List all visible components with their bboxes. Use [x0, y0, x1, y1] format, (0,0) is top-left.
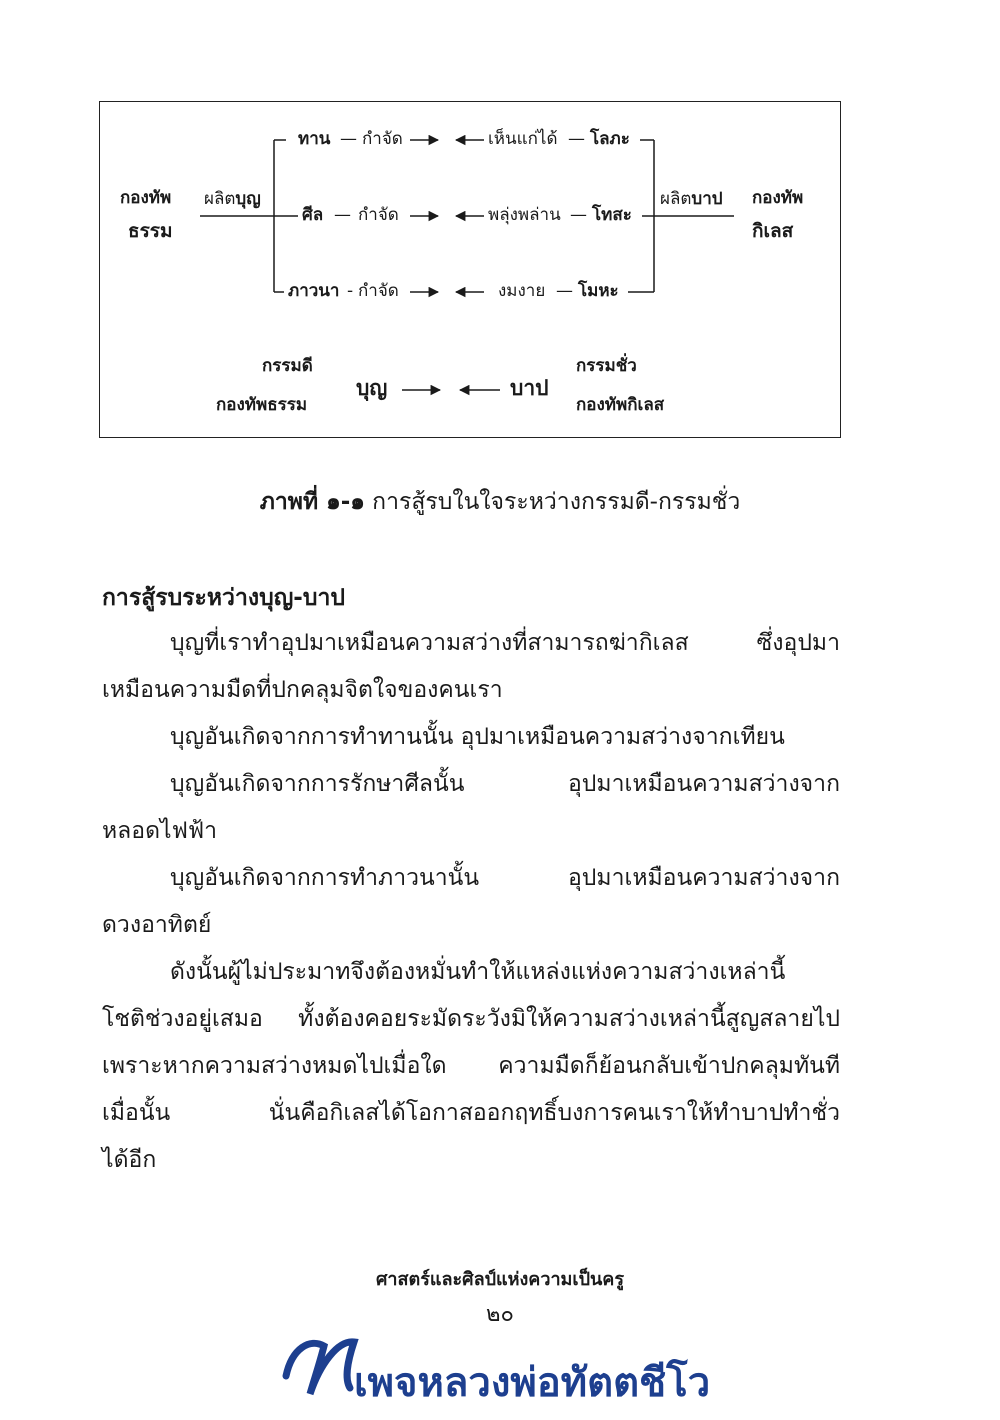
paragraph-line: เหมือนความมืดที่ปกคลุมจิตใจของคนเรา: [102, 677, 503, 703]
left-army-line1: กองทัพ: [120, 188, 172, 208]
virtue-bhavana: ภาวนา: [288, 281, 340, 301]
paragraph-line: โชติช่วงอยู่เสมอ ทั้งต้องคอยระมัดระวังมิให้ความสว่างเหล่านี้สูญสลายไป: [102, 1006, 840, 1032]
figure-caption-label: ภาพที่ ๑-๑: [259, 489, 365, 515]
paragraph-2: [102, 714, 840, 761]
paragraph-line: บุญอันเกิดจากการทำทานนั้น อุปมาเหมือนความสว่างจากเทียน: [170, 724, 785, 750]
row2-action: กำจัด: [358, 205, 399, 225]
page-number: ๒๐: [486, 1302, 514, 1327]
dhamma-army-label: กองทัพธรรม: [216, 395, 308, 415]
row1-action: กำจัด: [362, 129, 403, 149]
good-karma-label: กรรมดี: [262, 356, 313, 376]
paragraph-line: เพราะหากความสว่างหมดไปเมื่อใด ความมืดก็ย้อนกลับเข้าปกคลุมทันที: [102, 1053, 840, 1079]
vice-dosa: โทสะ: [592, 205, 632, 225]
row3-action: กำจัด: [358, 281, 399, 301]
figure-caption-text: การสู้รบในใจระหว่างกรรมดี-กรรมชั่ว: [372, 489, 741, 515]
paragraph-5: [102, 949, 840, 1184]
section-heading: การสู้รบระหว่างบุญ-บาป: [102, 585, 345, 611]
paragraph-4: [102, 855, 840, 949]
paragraph-line: บุญอันเกิดจากการรักษาศีลนั้น อุปมาเหมือนความสว่างจาก: [170, 771, 840, 797]
left-produce-label: ผลิตบุญ: [204, 189, 261, 209]
row3-dash2: —: [556, 281, 573, 301]
row2-effect: พลุ่งพล่าน: [488, 205, 561, 225]
figure-caption: [0, 484, 1000, 520]
vice-moha: โมหะ: [578, 281, 619, 301]
paragraph-3: [102, 761, 840, 855]
page-logo-text: เพจหลวงพ่อทัตตชีโว: [354, 1360, 711, 1406]
row2-dash1: —: [334, 205, 351, 225]
bad-karma-label: กรรมชั่ว: [576, 356, 637, 376]
demerit-label: บาป: [510, 376, 549, 400]
paragraph-line: ดังนั้นผู้ไม่ประมาทจึงต้องหมั่นทำให้แหล่งแห่งความสว่างเหล่านี้: [170, 959, 786, 985]
paragraph-line: บุญที่เราทำอุปมาเหมือนความสว่างที่สามารถฆ่ากิเลส ซึ่งอุปมา: [170, 630, 840, 656]
row1-dash2: —: [568, 129, 585, 149]
row1-dash1: —: [340, 129, 357, 149]
book-title: ศาสตร์และศิลป์แห่งความเป็นครู: [375, 1269, 625, 1290]
paragraph-1: [102, 620, 840, 714]
paragraph-line: เมื่อนั้น นั่นคือกิเลสได้โอกาสออกฤทธิ์บงการคนเราให้ทำบาปทำชั่ว: [102, 1100, 840, 1126]
paragraph-line: หลอดไฟฟ้า: [102, 818, 218, 844]
row2-dash2: —: [570, 205, 587, 225]
paragraph-line: ได้อีก: [102, 1147, 157, 1173]
right-produce-label: ผลิตบาป: [660, 189, 723, 209]
vice-lobha: โลภะ: [590, 129, 630, 149]
left-army-line2: ธรรม: [128, 220, 173, 242]
virtue-dana: ทาน: [298, 129, 331, 149]
merit-label: บุญ: [356, 376, 388, 400]
paragraph-line: ดวงอาทิตย์: [102, 912, 212, 938]
right-army-line1: กองทัพ: [752, 188, 804, 208]
row3-effect: งมงาย: [498, 281, 546, 301]
paragraph-line: บุญอันเกิดจากการทำภาวนานั้น อุปมาเหมือนความสว่างจาก: [170, 865, 840, 891]
right-army-line2: กิเลส: [752, 220, 794, 242]
row3-dash1: -: [347, 281, 354, 301]
row1-effect: เห็นแก่ได้: [488, 129, 558, 149]
kilesa-army-label: กองทัพกิเลส: [576, 395, 665, 415]
virtue-sila: ศีล: [302, 205, 324, 225]
